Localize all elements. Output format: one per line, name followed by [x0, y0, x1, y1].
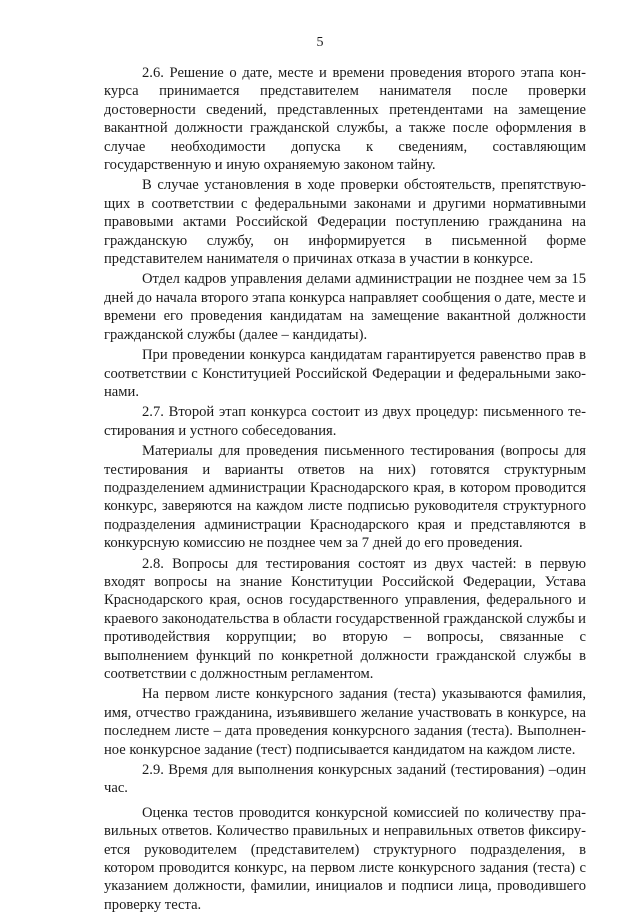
- paragraph-equal-rights: При проведении конкурса кандидатам гарантируется равенство прав в соответствии с Конституцией Российской Федерации и федеральными законами.: [104, 347, 586, 400]
- paragraph-test-materials: Материалы для проведения письменного тестирования (вопросы для тестирования и варианты ответов на них) готовятся структурным подразделением администрации Краснодарского края, в котором проводится конкурс, заверяются на каждом листе подписью руководителя структурного подразделения администрации Краснодарского края и представляются в конкурсную комиссию не позднее чем за 7 дней до его проведения.: [104, 443, 586, 552]
- paragraph-2-8: 2.8. Вопросы для тестирования состоят из двух частей: в первую входят вопросы на знание Конституции Российской Федерации, Устава Краснодарского края, основ государственного управления, федерального и краевого законодательства в области государственной гражданской службы и противодействия коррупции; во вторую – вопросы, связанные с выполнением функций по конкретной должности гражданской службы в соответствии с должностным регламентом.: [104, 555, 586, 682]
- paragraph-refusal-notice: В случае установления в ходе проверки обстоятельств, препятствующих в соответствии с федеральными законами и другими нормативными правовыми актами Российской Федерации поступлению гражданина на гражданскую службу, он информируется в письменной форме представителем нанимателя о причинах отказа в участии в конкурсе.: [104, 177, 586, 268]
- paragraph-2-9: 2.9. Время для выполнения конкурсных заданий (тестирования) –один час.: [104, 762, 586, 797]
- paragraph-test-evaluation: Оценка тестов проводится конкурсной комиссией по количеству правильных ответов. Количество правильных и неправильных ответов фиксируется руководителем (представителем) структурного подразделения, в котором проводится конкурс, на первом листе конкурсного задания (теста) с указанием должности, фамилии, инициалов и подписи лица, проводившего проверку теста.: [104, 804, 586, 913]
- paragraph-2-7: 2.7. Второй этап конкурса состоит из двух процедур: письменного тестирования и устного собеседования.: [104, 404, 586, 439]
- paragraph-test-sheet: На первом листе конкурсного задания (теста) указываются фамилия, имя, отчество гражданина, изъявившего желание участвовать в конкурсе, на последнем листе – дата проведения конкурсного задания (теста). Выполненное конкурсное задание (тест) подписывается кандидатом на каждом листе.: [104, 686, 586, 758]
- document-body: [104, 64, 586, 920]
- page-number: 5: [316, 35, 324, 50]
- paragraph-hr-notification: Отдел кадров управления делами администрации не позднее чем за 15 дней до начала второго этапа конкурса направляет сообщения о дате, месте и времени его проведения кандидатам на замещение вакантной должности гражданской службы (далее – кандидаты).: [104, 271, 586, 343]
- paragraph-2-6: 2.6. Решение о дате, месте и времени проведения второго этапа конкурса принимается представителем нанимателя после проверки достоверности сведений, представленных претендентами на замещение вакантной должности гражданской службы, а также после оформления в случае необходимости допуска к сведениям, составляющим государственную и иную охраняемую законом тайну.: [104, 65, 586, 174]
